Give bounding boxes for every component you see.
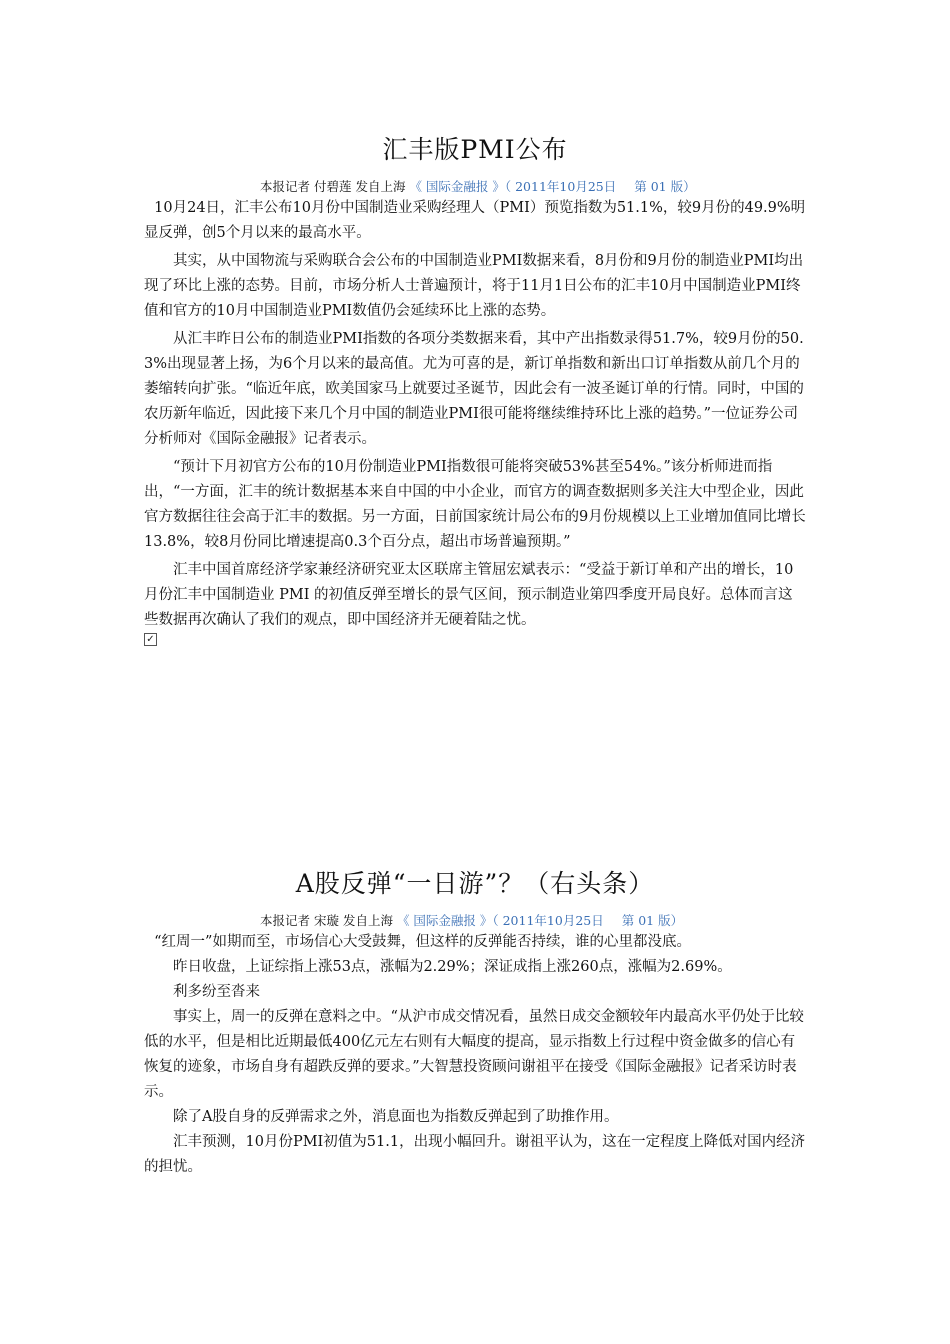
article-meta xyxy=(144,178,806,196)
paragraph: 从汇丰昨日公布的制造业PMI指数的各项分类数据来看，其中产出指数录得51.7%，较9月份的50.3%出现显著上扬，为6个月以来的最高值。尤为可喜的是，新订单指数和新出口订单指数从前几个月的萎缩转向扩张。“临近年底，欧美国家马上就要过圣诞节，因此会有一波圣诞订单的行情。同时，中国的农历新年临近，因此接下来几个月中国的制造业PMI很可能将继续维持环比上涨的趋势。”一位证券公司分析师对《国际金融报》记者表示。 xyxy=(144,331,804,447)
article-title: A股反弹“一日游”？（右头条） xyxy=(295,869,655,898)
byline: 本报记者 付碧莲 发自上海 xyxy=(260,179,406,194)
article-meta xyxy=(144,912,806,930)
paragraph: 汇丰预测，10月份PMI初值为51.1，出现小幅回升。谢祖平认为，这在一定程度上降低对国内经济的担忧。 xyxy=(144,1134,806,1175)
article-1 xyxy=(144,128,806,636)
paragraph: “红周一”如期而至，市场信心大受鼓舞，但这样的反弹能否持续，谁的心里都没底。 xyxy=(154,934,691,950)
paragraph: 10月24日，汇丰公布10月份中国制造业采购经理人（PMI）预览指数为51.1%，较9月份的49.9%明显反弹，创5个月以来的最高水平。 xyxy=(144,200,806,241)
paragraph: “预计下月初官方公布的10月份制造业PMI指数很可能将突破53%甚至54%。”该分析师进而指出，“一方面，汇丰的统计数据基本来自中国的中小企业，而官方的调查数据则多关注大中型企业，因此官方数据往往会高于汇丰的数据。另一方面，日前国家统计局公布的9月份规模以上工业增加值同比增长13.8%，较8月份同比增速提高0.3个百分点，超出市场普遍预期。” xyxy=(144,459,806,550)
subheading: 利多纷至沓来 xyxy=(173,984,260,1000)
source-link[interactable]: 《 国际金融报 》（ 2011年10月25日 xyxy=(409,179,617,194)
paragraph: 除了A股自身的反弹需求之外，消息面也为指数反弹起到了助推作用。 xyxy=(173,1109,619,1125)
paragraph: 汇丰中国首席经济学家兼经济研究亚太区联席主管屈宏斌表示：“受益于新订单和产出的增长，10月份汇丰中国制造业 PMI 的初值反弹至增长的景气区间，预示制造业第四季度开局良好。总体而言这些数据再次确认了我们的观点，即中国经济并无硬着陆之忧。 xyxy=(144,562,794,628)
byline: 本报记者 宋璇 发自上海 xyxy=(260,913,393,928)
paragraph: 昨日收盘，上证综指上涨53点，涨幅为2.29%；深证成指上涨260点，涨幅为2.69%。 xyxy=(173,959,732,975)
paragraph: 其实，从中国物流与采购联合会公布的中国制造业PMI数据来看，8月份和9月份的制造业PMI均出现了环比上涨的态势。目前，市场分析人士普遍预计，将于11月1日公布的汇丰10月中国制造业PMI终值和官方的10月中国制造业PMI数值仍会延续环比上涨的态势。 xyxy=(144,253,804,319)
checkbox-icon[interactable]: ✓ xyxy=(144,633,157,646)
source-link[interactable]: 《 国际金融报 》（ 2011年10月25日 xyxy=(396,913,604,928)
article-2 xyxy=(144,862,806,1180)
article-title: 汇丰版PMI公布 xyxy=(382,135,568,164)
edition-link[interactable]: 第 01 版） xyxy=(621,913,684,928)
paragraph: 事实上，周一的反弹在意料之中。“从沪市成交情况看，虽然日成交金额较年内最高水平仍处于比较低的水平，但是相比近期最低400亿元左右则有大幅度的提高，显示指数上行过程中资金做多的信心有恢复的迹象，市场自身有超跌反弹的要求。”大智慧投资顾问谢祖平在接受《国际金融报》记者采访时表示。 xyxy=(144,1009,804,1100)
edition-link[interactable]: 第 01 版） xyxy=(634,179,696,194)
